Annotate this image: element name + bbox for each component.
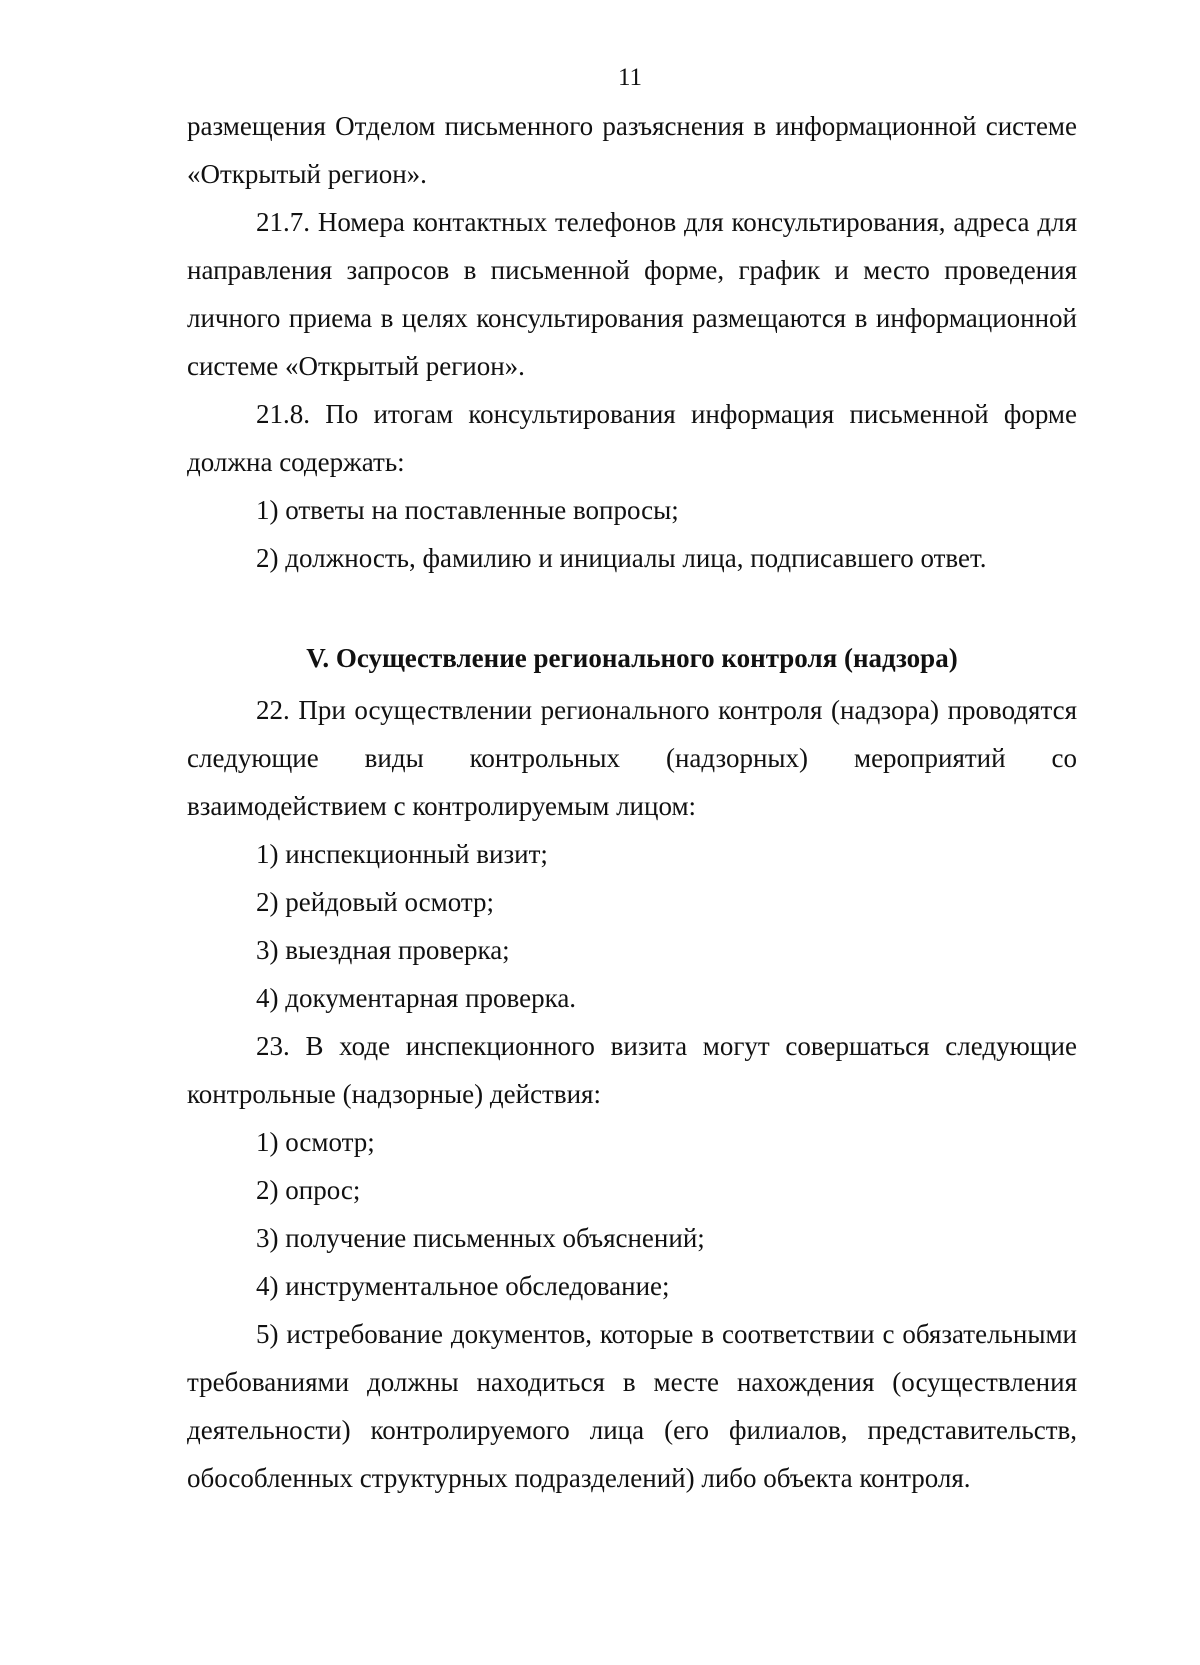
paragraph-21-7: 21.7. Номера контактных телефонов для консультирования, адреса для направления запросов в письменной форме, график и место проведения личного приема в целях консультирования размещаются в информационной системе «Открытый регион». (187, 207, 1077, 381)
document-body (187, 102, 1077, 1502)
list-item: 3) выездная проверка; (256, 935, 510, 965)
list-item: 1) ответы на поставленные вопросы; (256, 495, 679, 525)
list-item: 2) опрос; (256, 1175, 361, 1205)
list-item: 4) инструментальное обследование; (256, 1271, 670, 1301)
list-item: 2) должность, фамилию и инициалы лица, подписавшего ответ. (256, 543, 987, 573)
list-item: 4) документарная проверка. (256, 983, 577, 1013)
list-item: 2) рейдовый осмотр; (256, 887, 495, 917)
paragraph-22: 22. При осуществлении регионального контроля (надзора) проводятся следующие виды контрольных (надзорных) мероприятий со взаимодействием с контролируемым лицом: (187, 695, 1077, 821)
paragraph-continuation: размещения Отделом письменного разъяснения в информационной системе «Открытый регион». (187, 111, 1077, 189)
paragraph-23: 23. В ходе инспекционного визита могут совершаться следующие контрольные (надзорные) действия: (187, 1031, 1077, 1109)
list-item: 5) истребование документов, которые в соответствии с обязательными требованиями должны находиться в месте нахождения (осуществления деятельности) контролируемого лица (его филиалов, представительств, обособленных структурных подразделений) либо объекта контроля. (187, 1319, 1077, 1493)
list-item: 1) осмотр; (256, 1127, 375, 1157)
page-number: 11 (617, 64, 643, 91)
list-item: 1) инспекционный визит; (256, 839, 548, 869)
list-item: 3) получение письменных объяснений; (256, 1223, 705, 1253)
paragraph-21-8: 21.8. По итогам консультирования информация письменной форме должна содержать: (187, 399, 1077, 477)
section-heading: V. Осуществление регионального контроля (надзора) (306, 643, 958, 673)
